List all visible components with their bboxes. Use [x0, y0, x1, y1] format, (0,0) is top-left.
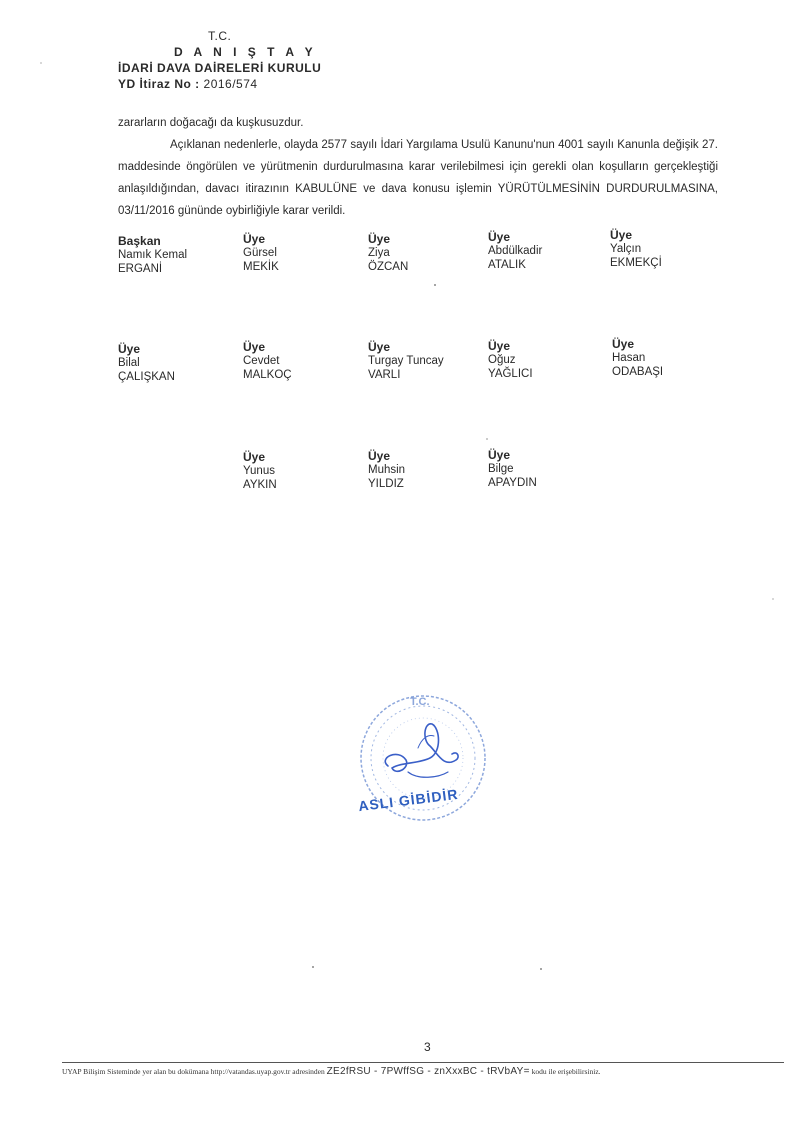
member-first-name: Gürsel: [243, 247, 277, 259]
footer-divider: [62, 1062, 784, 1063]
member-role: Üye: [612, 337, 635, 351]
member-role: Üye: [610, 228, 633, 242]
member-last-name: MEKİK: [243, 261, 279, 273]
member-last-name: ERGANİ: [118, 263, 163, 275]
scan-speck: [312, 966, 314, 968]
member-first-name: Oğuz: [488, 354, 516, 366]
footer-suffix: kodu ile erişebilirsiniz.: [531, 1067, 601, 1076]
member-first-name: Bilal: [118, 357, 140, 369]
certified-copy-text: ASLI GİBİDİR: [357, 785, 460, 815]
member-last-name: EKMEKÇİ: [610, 257, 662, 269]
member-role: Üye: [243, 340, 266, 354]
member-role: Üye: [488, 230, 511, 244]
header-case-number: [118, 76, 358, 92]
member-last-name: AYKIN: [243, 479, 277, 491]
paragraph-1: zararların doğacağı da kuşkusuzdur.: [118, 117, 304, 129]
member-first-name: Turgay Tuncay: [368, 355, 444, 367]
member-last-name: YILDIZ: [368, 478, 404, 490]
scan-speck: [434, 284, 436, 286]
scan-speck: [486, 438, 488, 440]
member-last-name: ATALIK: [488, 259, 526, 271]
seal-top-text: T.C.: [410, 696, 430, 708]
member-7: [243, 340, 363, 382]
scan-speck: [772, 598, 774, 600]
member-13: [488, 448, 608, 490]
member-first-name: Yunus: [243, 465, 275, 477]
header-board-name: İDARİ DAVA DAİRELERİ KURULU: [118, 61, 322, 75]
footer-access-code: ZE2fRSU - 7PWffSG - znXxxBC - tRVbAY=: [326, 1066, 530, 1077]
member-11: [243, 450, 363, 492]
member-10: [612, 337, 732, 379]
member-8: [368, 340, 488, 382]
member-4: [488, 230, 608, 272]
member-first-name: Hasan: [612, 352, 646, 364]
header-court-name: D A N I Ş T A Y: [174, 45, 317, 59]
member-role: Üye: [488, 339, 511, 353]
member-role: Başkan: [118, 234, 161, 248]
case-number-label: YD İtiraz No :: [118, 77, 200, 91]
member-first-name: Bilge: [488, 463, 514, 475]
member-12: [368, 449, 488, 491]
member-3: [368, 232, 488, 274]
member-last-name: ODABAŞI: [612, 366, 664, 378]
member-role: Üye: [368, 232, 391, 246]
member-role: Üye: [488, 448, 511, 462]
footer-uyap-note: [62, 1066, 792, 1077]
footer-prefix: UYAP Bilişim Sisteminde yer alan bu dokümana http://vatandas.uyap.gov.tr adresinden: [62, 1067, 325, 1076]
seal-stamp-icon: [348, 688, 498, 838]
member-last-name: YAĞLICI: [488, 368, 533, 380]
header-tc: T.C.: [208, 29, 232, 43]
paragraph-2: Açıklanan nedenlerle, olayda 2577 sayılı İdari Yargılama Usulü Kanunu'nun 4001 sayılı Kanunla değişik 27. maddesinde öngörülen ve yürütmenin durdurulmasına karar verilebilmesi için gerekli olan koşulların gerçekleştiği anlaşıldığından, davacı itirazının KABULÜNE ve dava konusu işlemin YÜRÜTÜLMESİNİN DURDURULMASINA, 03/11/2016 gününde oybirliğiyle karar verildi.: [118, 139, 718, 217]
member-6: [118, 342, 238, 384]
official-seal: [348, 688, 498, 838]
member-first-name: Cevdet: [243, 355, 280, 367]
member-role: Üye: [368, 449, 391, 463]
member-last-name: ÇALIŞKAN: [118, 371, 175, 383]
member-9: [488, 339, 608, 381]
member-role: Üye: [243, 232, 266, 246]
member-first-name: Abdülkadir: [488, 245, 543, 257]
member-5: [610, 228, 730, 270]
member-last-name: VARLI: [368, 369, 401, 381]
member-role: Üye: [118, 342, 141, 356]
member-role: Üye: [368, 340, 391, 354]
member-last-name: APAYDIN: [488, 477, 537, 489]
member-first-name: Yalçın: [610, 243, 642, 255]
scan-speck: [540, 968, 542, 970]
member-last-name: ÖZCAN: [368, 261, 409, 273]
case-number-value: 2016/574: [203, 77, 258, 91]
page-number: 3: [424, 1040, 431, 1054]
member-first-name: Namık Kemal: [118, 249, 188, 261]
decision-text: [118, 112, 718, 222]
scan-speck: [40, 62, 42, 64]
member-first-name: Muhsin: [368, 464, 406, 476]
member-role: Üye: [243, 450, 266, 464]
member-2: [243, 232, 363, 274]
member-last-name: MALKOÇ: [243, 369, 292, 381]
member-1: [118, 234, 238, 276]
document-header: [118, 28, 358, 92]
member-first-name: Ziya: [368, 247, 390, 259]
